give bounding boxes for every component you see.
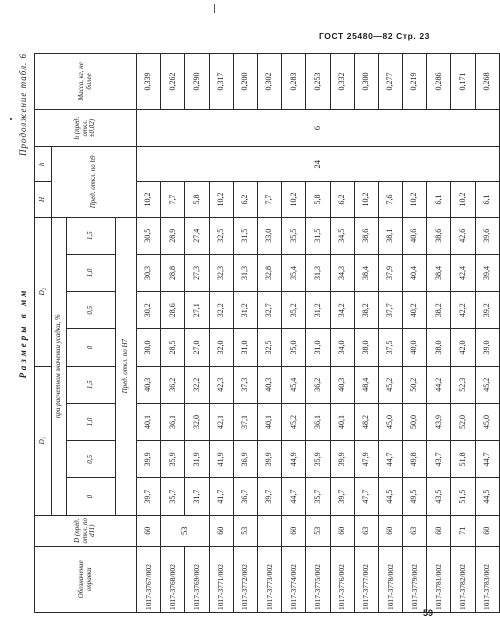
D2-cell: 39,2 (475, 292, 499, 329)
D1-cell: 40,3 (257, 366, 281, 403)
D2-cell: 35,5 (282, 217, 306, 254)
D-cell: 60 (137, 515, 161, 546)
D2-cell: 32,8 (257, 254, 281, 291)
mass-cell: 0,268 (475, 54, 499, 110)
designation-cell: 1017-3775/002 (306, 546, 330, 612)
D1-cell: 51,8 (451, 441, 475, 478)
D1-cell: 52,3 (451, 366, 475, 403)
designation-cell: 1017-3777/002 (354, 546, 378, 612)
D-merged-cell: 53 (161, 515, 209, 546)
D2-cell: 31,5 (306, 217, 330, 254)
D1-cell: 43,5 (427, 478, 451, 515)
mass-cell: 0,262 (161, 54, 185, 110)
mass-cell: 0,277 (378, 54, 402, 110)
D2-cell: 27,3 (185, 254, 209, 291)
D2-cell: 39,4 (475, 254, 499, 291)
D1-cell: 42,3 (209, 366, 233, 403)
D2-cell: 38,1 (378, 217, 402, 254)
D1-cell: 44,9 (282, 441, 306, 478)
D1-cell: 36,9 (233, 441, 257, 478)
D1-cell: 44,5 (475, 478, 499, 515)
D-cell (257, 515, 281, 546)
D1-cell: 50,0 (403, 403, 427, 440)
table-row (137, 54, 161, 613)
H-cell: 10,2 (403, 182, 427, 217)
D2-cell: 27,4 (185, 217, 209, 254)
H-cell: 7,7 (257, 182, 281, 217)
D2-cell: 28,8 (161, 254, 185, 291)
D1-cell: 45,0 (475, 403, 499, 440)
D-cell: 53 (233, 515, 257, 546)
D2-cell: 31,3 (306, 254, 330, 291)
D-cell: 60 (209, 515, 233, 546)
D2-cell: 33,0 (257, 217, 281, 254)
D1-cell: 49,5 (403, 478, 427, 515)
designation-cell: 1017-3776/002 (330, 546, 354, 612)
D1-cell: 39,7 (257, 478, 281, 515)
D2-cell: 39,6 (475, 217, 499, 254)
D2-cell: 34,3 (330, 254, 354, 291)
D1-cell: 45,4 (282, 366, 306, 403)
mass-cell: 0,253 (306, 54, 330, 110)
D-cell: 60 (475, 515, 499, 546)
D1-cell: 43,7 (427, 441, 451, 478)
dimensions-table (34, 53, 500, 613)
D1-cell: 31,9 (185, 441, 209, 478)
D1-cell: 45,2 (282, 403, 306, 440)
col-D1: D₁ (35, 366, 52, 515)
D1-cell: 36,1 (306, 403, 330, 440)
designation-cell: 1017-3774/002 (282, 546, 306, 612)
mass-cell: 0,286 (427, 54, 451, 110)
D2-cell: 27,0 (185, 329, 209, 366)
D1-cell: 42,1 (209, 403, 233, 440)
D-cell: 60 (427, 515, 451, 546)
shrink-3: 1,5 (67, 366, 116, 403)
shrink-2: 1,0 (67, 403, 116, 440)
D1-cell: 39,9 (257, 441, 281, 478)
D1-cell: 44,2 (427, 366, 451, 403)
D1-cell: 44,5 (378, 478, 402, 515)
mass-cell: 0,339 (137, 54, 161, 110)
D2-cell: 37,9 (378, 254, 402, 291)
D2-cell: 35,2 (282, 292, 306, 329)
mass-cell: 0,283 (282, 54, 306, 110)
D1-cell: 37,3 (233, 366, 257, 403)
col-h: h (35, 147, 52, 182)
D2-cell: 38,6 (427, 217, 451, 254)
D1-cell: 40,1 (330, 403, 354, 440)
D2-cell: 38,6 (354, 217, 378, 254)
D2-cell: 27,1 (185, 292, 209, 329)
designation-cell: 1017-3779/002 (403, 546, 427, 612)
H-merged-cell: 24 (137, 147, 500, 182)
D2-cell: 31,2 (306, 292, 330, 329)
D1-cell: 41,9 (209, 441, 233, 478)
D2-cell: 31,5 (233, 217, 257, 254)
D2-cell: 30,3 (137, 254, 161, 291)
D2-cell: 40,2 (403, 292, 427, 329)
D1-cell: 41,7 (209, 478, 233, 515)
D2-cell: 32,3 (209, 254, 233, 291)
D2-cell: 37,5 (378, 329, 402, 366)
D1-cell: 51,5 (451, 478, 475, 515)
mass-cell: 0,300 (354, 54, 378, 110)
D2-cell: 31,2 (233, 292, 257, 329)
D1-cell: 44,7 (378, 441, 402, 478)
col-D: D (пред. откл. по d11) (35, 515, 137, 546)
D2-cell: 32,0 (209, 329, 233, 366)
D-cell: 71 (451, 515, 475, 546)
D2-cell: 32,5 (209, 217, 233, 254)
shrink-6: 1,0 (67, 254, 116, 291)
H-cell: 7,7 (161, 182, 185, 217)
D-cell: 60 (330, 515, 354, 546)
H-cell: 6,2 (330, 182, 354, 217)
shrink-1: 0,5 (67, 441, 116, 478)
H-cell: 5,8 (185, 182, 209, 217)
col-designation: Обозначение оправки (35, 546, 137, 612)
D2-cell: 38,2 (427, 292, 451, 329)
D2-cell: 30,5 (137, 217, 161, 254)
H-cell: 6,2 (233, 182, 257, 217)
table-title: Размеры в мм (18, 287, 28, 379)
mass-cell: 0,171 (451, 54, 475, 110)
D1-cell: 32,2 (185, 366, 209, 403)
H-cell: 10,2 (354, 182, 378, 217)
mass-cell: 0,332 (330, 54, 354, 110)
D1-cell: 35,7 (306, 478, 330, 515)
designation-cell: 1017-3778/002 (378, 546, 402, 612)
H-cell: 10,2 (282, 182, 306, 217)
D1-cell: 47,9 (354, 441, 378, 478)
D2-cell: 38,0 (354, 329, 378, 366)
rotated-table-container (18, 53, 492, 613)
designation-cell: 1017-3781/002 (427, 546, 451, 612)
D1-cell: 48,2 (354, 403, 378, 440)
H-cell: 10,2 (451, 182, 475, 217)
D1-cell: 32,0 (185, 403, 209, 440)
page-number: 59 (423, 608, 434, 618)
D2-cell: 40,4 (403, 254, 427, 291)
H-cell: 10,2 (137, 182, 161, 217)
D2-cell: 30,2 (137, 292, 161, 329)
D1-cell: 52,0 (451, 403, 475, 440)
D1-cell: 43,9 (427, 403, 451, 440)
mass-cell: 0,200 (233, 54, 257, 110)
col-D2: D₂ (35, 217, 52, 366)
D1-cell: 44,7 (282, 478, 306, 515)
h-merged-cell: 6 (137, 109, 500, 146)
D1-cell: 40,3 (330, 366, 354, 403)
H-cell: 7,6 (378, 182, 402, 217)
designation-cell: 1017-3769/002 (185, 546, 209, 612)
angle-caption: при расчетном значении усадки, % (52, 217, 67, 515)
designation-cell: 1017-3783/002 (475, 546, 499, 612)
D2-cell: 38,2 (354, 292, 378, 329)
D-cell: 60 (282, 515, 306, 546)
shrink-0: 0 (67, 478, 116, 515)
D2-cell: 30,0 (137, 329, 161, 366)
D2-cell: 42,2 (451, 292, 475, 329)
D1-cell: 40,1 (137, 403, 161, 440)
scan-mark-left (10, 118, 12, 120)
col-h-tol: h (пред. откл. ±0,02) (35, 109, 137, 146)
D2-cell: 38,0 (427, 329, 451, 366)
D2-cell: 31,0 (233, 329, 257, 366)
D2-cell: 40,0 (403, 329, 427, 366)
D2-cell: 32,2 (209, 292, 233, 329)
D2-cell: 31,3 (233, 254, 257, 291)
D1-cell: 50,2 (403, 366, 427, 403)
D2-cell: 38,4 (354, 254, 378, 291)
designation-cell: 1017-3768/002 (161, 546, 185, 612)
shrink-7: 1,5 (67, 217, 116, 254)
D1-cell: 45,2 (378, 366, 402, 403)
D2-cell: 28,5 (161, 329, 185, 366)
D1-cell: 36,1 (161, 403, 185, 440)
D1-cell: 31,7 (185, 478, 209, 515)
shrink-5: 0,5 (67, 292, 116, 329)
D2-cell: 40,6 (403, 217, 427, 254)
D2-cell: 31,0 (306, 329, 330, 366)
D2-cell: 34,5 (330, 217, 354, 254)
D2-cell: 35,4 (282, 254, 306, 291)
D1-cell: 40,3 (137, 366, 161, 403)
mass-cell: 0,290 (185, 54, 209, 110)
col-H: H (35, 182, 52, 217)
H-cell: 6,1 (475, 182, 499, 217)
page-header: ГОСТ 25480—82 Стр. 23 (318, 31, 430, 41)
D2-cell: 42,0 (451, 329, 475, 366)
D1-cell: 47,7 (354, 478, 378, 515)
D1-cell: 39,7 (137, 478, 161, 515)
D2-cell: 32,5 (257, 329, 281, 366)
continuation-label: Продолжение табл. 6 (18, 53, 28, 156)
D1-cell: 39,9 (137, 441, 161, 478)
mass-cell: 0,317 (209, 54, 233, 110)
D1-cell: 48,4 (354, 366, 378, 403)
D2-cell: 38,4 (427, 254, 451, 291)
D2-cell: 35,0 (282, 329, 306, 366)
scan-mark-top (214, 4, 215, 13)
mass-cell: 0,302 (257, 54, 281, 110)
D1-cell: 36,2 (306, 366, 330, 403)
D1-cell: 45,2 (475, 366, 499, 403)
D2-cell: 42,4 (451, 254, 475, 291)
designation-cell: 1017-3771/002 (209, 546, 233, 612)
D2-cell: 34,0 (330, 329, 354, 366)
shrink-4: 0 (67, 329, 116, 366)
D2-cell: 37,7 (378, 292, 402, 329)
H-cell: 5,8 (306, 182, 330, 217)
D1-cell: 39,7 (330, 478, 354, 515)
D2-cell: 39,0 (475, 329, 499, 366)
H-cell: 6,1 (427, 182, 451, 217)
mass-cell: 0,219 (403, 54, 427, 110)
designation-cell: 1017-3772/002 (233, 546, 257, 612)
D-cell: 53 (306, 515, 330, 546)
D-cell: 63 (354, 515, 378, 546)
col-H-tol: Пред. откл. по h9 (52, 147, 137, 217)
table-body (137, 54, 500, 613)
D1-cell: 49,8 (403, 441, 427, 478)
D1-cell: 35,9 (161, 441, 185, 478)
D-cell: 60 (378, 515, 402, 546)
D1-cell: 45,0 (378, 403, 402, 440)
D1-cell: 44,7 (475, 441, 499, 478)
D2-cell: 42,6 (451, 217, 475, 254)
designation-cell: 1017-3767/002 (137, 546, 161, 612)
designation-cell: 1017-3782/002 (451, 546, 475, 612)
designation-cell: 1017-3773/002 (257, 546, 281, 612)
D1-cell: 40,1 (257, 403, 281, 440)
D2-cell: 34,2 (330, 292, 354, 329)
D1-cell: 37,1 (233, 403, 257, 440)
D-cell: 63 (403, 515, 427, 546)
D1-cell: 36,2 (161, 366, 185, 403)
D1-cell: 35,7 (161, 478, 185, 515)
D2-cell: 32,7 (257, 292, 281, 329)
D1-cell: 36,7 (233, 478, 257, 515)
col-mass: Масса, кг, не более (35, 54, 137, 110)
D1-cell: 39,9 (330, 441, 354, 478)
tolerance-h7: Пред. откл. по H7 (116, 217, 137, 515)
D2-cell: 28,9 (161, 217, 185, 254)
D2-cell: 28,6 (161, 292, 185, 329)
D1-cell: 35,9 (306, 441, 330, 478)
H-cell: 10,2 (209, 182, 233, 217)
